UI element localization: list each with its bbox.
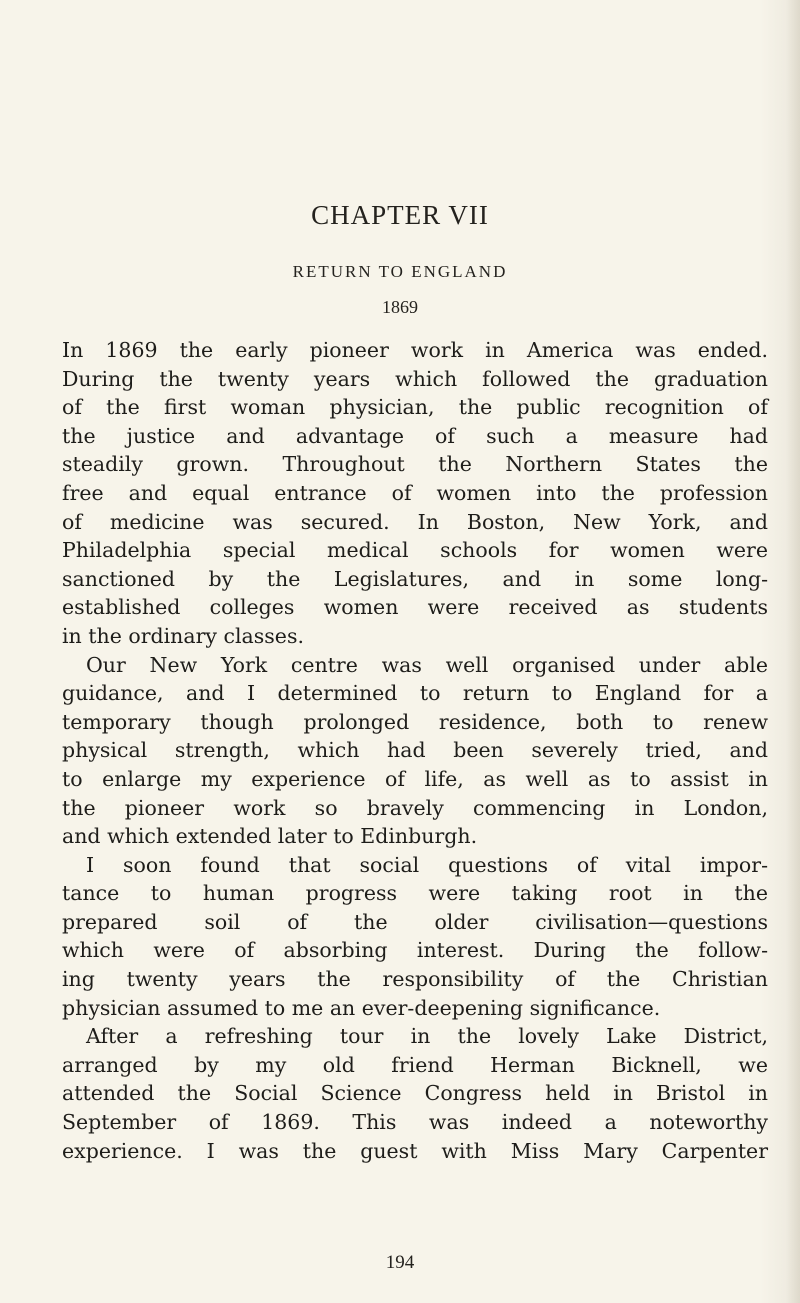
text-line: September of 1869. This was indeed a noteworthy (62, 1110, 768, 1135)
text-line: I soon found that social questions of vital impor- (86, 852, 768, 877)
text-line: established colleges women were received as students (62, 595, 768, 620)
body-text (62, 336, 768, 1165)
text-line: experience. I was the guest with Miss Mary Carpenter (62, 1138, 768, 1163)
text-line: in the ordinary classes. (62, 623, 304, 648)
text-line: During the twenty years which followed the graduation (62, 366, 768, 391)
text-line: guidance, and I determined to return to England for a (62, 681, 768, 706)
text-line: Philadelphia special medical schools for women were (62, 538, 768, 563)
text-line: of medicine was secured. In Boston, New York, and (62, 509, 768, 534)
text-line: which were of absorbing interest. During the follow- (62, 938, 768, 963)
text-line: After a refreshing tour in the lovely Lake District, (86, 1024, 768, 1049)
text-line: steadily grown. Throughout the Northern States the (62, 452, 768, 477)
text-line: temporary though prolonged residence, both to renew (62, 709, 768, 734)
text-line: arranged by my old friend Herman Bicknell, we (62, 1052, 768, 1077)
text-line: attended the Social Science Congress held in Bristol in (62, 1081, 768, 1106)
text-line: physical strength, which had been severely tried, and (62, 738, 768, 763)
text-line: tance to human progress were taking root in the (62, 881, 768, 906)
chapter-subtitle: RETURN TO ENGLAND (292, 262, 508, 281)
text-line: Our New York centre was well organised under able (86, 652, 768, 677)
chapter-year: 1869 (382, 297, 418, 317)
text-line: to enlarge my experience of life, as well as to assist in (62, 766, 768, 791)
text-line: physician assumed to me an ever-deepening significance. (62, 995, 661, 1020)
text-line: ing twenty years the responsibility of the Christian (62, 967, 768, 992)
page-number: 194 (385, 1252, 415, 1273)
text-line: the justice and advantage of such a measure had (62, 423, 768, 448)
text-line: prepared soil of the older civilisation—questions (62, 909, 768, 934)
chapter-title: CHAPTER VII (311, 200, 489, 230)
text-line: the pioneer work so bravely commencing in London, (62, 795, 768, 820)
text-line: In 1869 the early pioneer work in America was ended. (62, 338, 768, 362)
text-line: and which extended later to Edinburgh. (62, 824, 478, 849)
text-line: sanctioned by the Legislatures, and in some long- (62, 566, 768, 591)
page-edge-shadow (786, 0, 800, 1303)
text-line: free and equal entrance of women into the profession (62, 480, 768, 505)
text-line: of the first woman physician, the public recognition of (62, 395, 768, 420)
